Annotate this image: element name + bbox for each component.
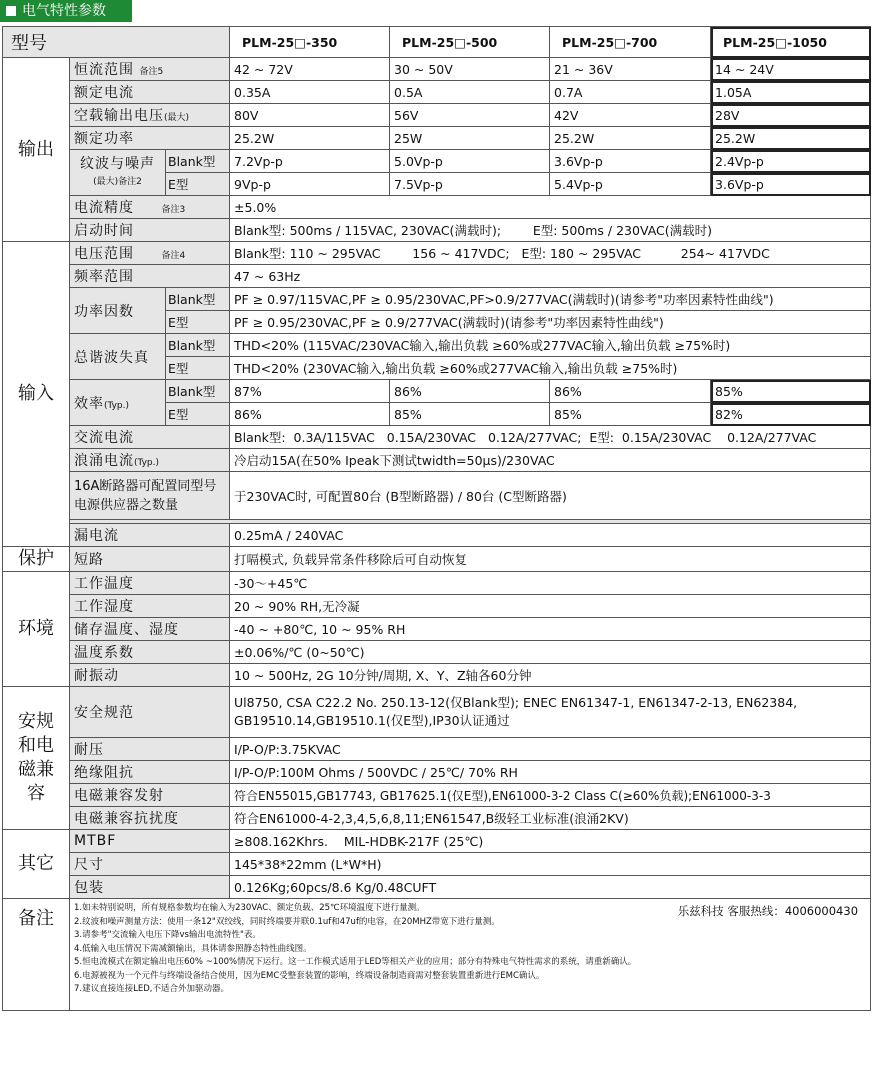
rated-power-label: 额定功率 — [70, 127, 230, 150]
temp-coefficient-row — [3, 641, 871, 664]
efficiency-blank-value: 87% — [230, 380, 390, 403]
thd-e-label: E型 — [166, 357, 230, 380]
model-name: PLM-25□-500 — [390, 27, 550, 58]
ripple-label: 纹波与噪声 — [80, 155, 155, 172]
others-section-label: 其它 — [3, 830, 70, 899]
no-load-voltage-value: 42V — [550, 104, 711, 127]
current-range-value: 21 ~ 36V — [550, 58, 711, 81]
efficiency-blank-value: 85% — [711, 380, 871, 403]
thd-label: 总谐波失真 — [70, 334, 166, 380]
rated-current-value: 0.35A — [230, 81, 390, 104]
inrush-current-row — [3, 449, 871, 472]
startup-time-row — [3, 219, 871, 242]
working-humidity-row — [3, 595, 871, 618]
note-line: 5.恒电流模式在额定输出电压60% ~100%情况下运行。这一工作模式适用于LED等相关产业的应用；部分有特殊电气特性需求的系统，请重新确认。 — [74, 957, 637, 967]
vibration-row — [3, 664, 871, 687]
startup-time-label: 启动时间 — [70, 219, 230, 242]
rated-power-value: 25.2W — [711, 127, 871, 150]
pf-e-value: PF ≥ 0.95/230VAC,PF ≥ 0.9/277VAC(满载时)(请参考"功率因素特性曲线") — [230, 311, 871, 334]
temp-coefficient-value: ±0.06%/℃ (0~50℃) — [230, 641, 871, 664]
emc-emission-value: 符合EN55015,GB17743, GB17625.1(仅E型),EN61000-3-2 Class C(≥60%负载);EN61000-3-3 — [230, 784, 871, 807]
ripple-blank-value: 5.0Vp-p — [390, 150, 550, 173]
efficiency-label: 效率 — [74, 395, 104, 412]
square-icon — [6, 6, 16, 16]
efficiency-e-value: 86% — [230, 403, 390, 426]
emc-immunity-label: 电磁兼容抗扰度 — [70, 807, 230, 830]
current-range-value: 14 ~ 24V — [711, 58, 871, 81]
efficiency-e-label: E型 — [166, 403, 230, 426]
no-load-voltage-value: 80V — [230, 104, 390, 127]
protection-section-label: 保护 — [3, 547, 70, 572]
safety-standards-value: Ul8750, CSA C22.2 No. 250.13-12(仅Blank型); ENEC EN61347-1, EN61347-2-13, EN62384, GB19510.14,GB19510.1(仅E型),IP30认证通过 — [230, 687, 871, 738]
spec-table — [2, 26, 871, 1011]
current-accuracy-value: ±5.0% — [230, 196, 871, 219]
efficiency-blank-value: 86% — [550, 380, 711, 403]
section-header-title: 电气特性参数 — [22, 3, 106, 19]
thd-blank-label: Blank型 — [166, 334, 230, 357]
storage-label: 储存温度、湿度 — [70, 618, 230, 641]
emc-emission-row — [3, 784, 871, 807]
note-line: 7.建议直接连接LED,不适合外加驱动器。 — [74, 984, 229, 994]
short-circuit-row — [3, 547, 871, 572]
efficiency-e-value: 85% — [390, 403, 550, 426]
packing-label: 包装 — [70, 876, 230, 899]
current-accuracy-note: 备注3 — [161, 205, 186, 215]
breaker-label: 16A断路器可配置同型号电源供应器之数量 — [70, 472, 230, 520]
rated-current-label: 额定电流 — [70, 81, 230, 104]
mtbf-row — [3, 830, 871, 853]
ripple-e-label: E型 — [166, 173, 230, 196]
no-load-voltage-row — [3, 104, 871, 127]
isolation-label: 绝缘阻抗 — [70, 761, 230, 784]
short-circuit-value: 打嗝模式, 负载异常条件移除后可自动恢复 — [230, 547, 871, 572]
current-range-value: 30 ~ 50V — [390, 58, 550, 81]
pf-blank-value: PF ≥ 0.97/115VAC,PF ≥ 0.95/230VAC,PF>0.9/277VAC(满载时)(请参考"功率因素特性曲线") — [230, 288, 871, 311]
current-range-label: 恒流范围 — [74, 62, 134, 78]
current-range-note: 备注5 — [139, 67, 164, 77]
model-name: PLM-25□-700 — [550, 27, 711, 58]
model-name: PLM-25□-1050 — [711, 27, 871, 58]
ripple-blank-value: 2.4Vp-p — [711, 150, 871, 173]
thd-e-value: THD<20% (230VAC输入,输出负载 ≥60%或277VAC输入,输出负载 ≥75%时) — [230, 357, 871, 380]
breaker-row — [3, 472, 871, 520]
note-line: 2.纹波和噪声测量方法：使用一条12"双绞线，同时终端要并联0.1uf和47uf的电容，在20MHZ带宽下进行量测。 — [74, 916, 500, 927]
note-line: 4.低输入电压情况下需减额输出，具体请参照静态特性曲线图。 — [74, 943, 312, 954]
inrush-current-value: 冷启动15A(在50% Ipeak下测试twidth=50μs)/230VAC — [230, 449, 871, 472]
frequency-range-label: 频率范围 — [70, 265, 230, 288]
frequency-range-row — [3, 265, 871, 288]
model-label: 型号 — [3, 27, 230, 58]
startup-time-value: Blank型: 500ms / 115VAC, 230VAC(满载时); E型: 500ms / 230VAC(满载时) — [230, 219, 871, 242]
no-load-voltage-value: 56V — [390, 104, 550, 127]
packing-value: 0.126Kg;60pcs/8.6 Kg/0.48CUFT — [230, 876, 871, 899]
efficiency-e-value: 82% — [711, 403, 871, 426]
no-load-voltage-label: 空载输出电压 — [74, 108, 164, 124]
size-label: 尺寸 — [70, 853, 230, 876]
working-temp-value: -30～+45℃ — [230, 572, 871, 595]
inrush-current-note: (Typ.) — [134, 458, 160, 468]
thd-blank-row — [3, 334, 871, 357]
ripple-blank-value: 7.2Vp-p — [230, 150, 390, 173]
mtbf-value: ≥808.162Khrs. MIL-HDBK-217F (25℃) — [230, 830, 871, 853]
size-row — [3, 853, 871, 876]
output-section-label: 输出 — [3, 58, 70, 242]
efficiency-e-value: 85% — [550, 403, 711, 426]
vibration-value: 10 ~ 500Hz, 2G 10分钟/周期, X、Y、Z轴各60分钟 — [230, 664, 871, 687]
pf-e-label: E型 — [166, 311, 230, 334]
rated-power-value: 25.2W — [230, 127, 390, 150]
leakage-current-value: 0.25mA / 240VAC — [230, 524, 871, 547]
current-accuracy-label: 电流精度 — [74, 200, 134, 216]
leakage-current-row — [3, 524, 871, 547]
ripple-e-value: 5.4Vp-p — [550, 173, 711, 196]
output-current-range-row — [3, 58, 871, 81]
mtbf-label: MTBF — [70, 830, 230, 853]
isolation-value: I/P-O/P:100M Ohms / 500VDC / 25℃/ 70% RH — [230, 761, 871, 784]
ripple-blank-label: Blank型 — [166, 150, 230, 173]
withstand-label: 耐压 — [70, 738, 230, 761]
withstand-row — [3, 738, 871, 761]
working-temp-label: 工作温度 — [70, 572, 230, 595]
rated-current-value: 0.7A — [550, 81, 711, 104]
model-name: PLM-25□-350 — [230, 27, 390, 58]
no-load-voltage-note: (最大) — [164, 113, 190, 123]
withstand-value: I/P-O/P:3.75KVAC — [230, 738, 871, 761]
current-range-value: 42 ~ 72V — [230, 58, 390, 81]
leakage-current-label: 漏电流 — [70, 524, 230, 547]
safety-section-label: 安规和电磁兼容 — [3, 687, 70, 830]
voltage-range-label: 电压范围 — [74, 246, 134, 262]
ripple-blank-value: 3.6Vp-p — [550, 150, 711, 173]
hotline-text: 乐兹科技 客服热线：4006000430 — [677, 904, 859, 918]
thd-blank-value: THD<20% (115VAC/230VAC输入,输出负载 ≥60%或277VAC输入,输出负载 ≥75%时) — [230, 334, 871, 357]
packing-row — [3, 876, 871, 899]
breaker-value: 于230VAC时, 可配置80台 (B型断路器) / 80台 (C型断路器) — [230, 472, 871, 520]
ac-current-row — [3, 426, 871, 449]
working-temp-row — [3, 572, 871, 595]
emc-immunity-row — [3, 807, 871, 830]
ripple-e-value: 3.6Vp-p — [711, 173, 871, 196]
ac-current-label: 交流电流 — [70, 426, 230, 449]
inrush-current-label: 浪涌电流 — [74, 453, 134, 469]
ac-current-value: Blank型: 0.3A/115VAC 0.15A/230VAC 0.12A/277VAC; E型: 0.15A/230VAC 0.12A/277VAC — [230, 426, 871, 449]
frequency-range-value: 47 ~ 63Hz — [230, 265, 871, 288]
notes-block — [70, 899, 871, 1011]
storage-row — [3, 618, 871, 641]
ripple-e-value: 9Vp-p — [230, 173, 390, 196]
ripple-e-value: 7.5Vp-p — [390, 173, 550, 196]
voltage-range-note: 备注4 — [161, 251, 186, 261]
emc-emission-label: 电磁兼容发射 — [70, 784, 230, 807]
working-humidity-label: 工作湿度 — [70, 595, 230, 618]
notes-section-label: 备注 — [3, 899, 70, 1011]
voltage-range-row — [3, 242, 871, 265]
note-line: 1.如未特别说明，所有规格参数均在输入为230VAC、额定负载、25℃环境温度下进行量测。 — [74, 903, 425, 913]
efficiency-blank-label: Blank型 — [166, 380, 230, 403]
note-line: 6.电源被视为一个元件与终端设备结合使用，因为EMC受整套装置的影响，终端设备制造商需对整套装置重新进行EMC确认。 — [74, 970, 545, 981]
current-accuracy-row — [3, 196, 871, 219]
voltage-range-value: Blank型: 110 ~ 295VAC 156 ~ 417VDC; E型: 180 ~ 295VAC 254~ 417VDC — [230, 242, 871, 265]
efficiency-blank-row — [3, 380, 871, 403]
no-load-voltage-value: 28V — [711, 104, 871, 127]
rated-current-row — [3, 81, 871, 104]
vibration-label: 耐振动 — [70, 664, 230, 687]
environment-section-label: 环境 — [3, 572, 70, 687]
section-header — [0, 0, 132, 22]
pf-blank-label: Blank型 — [166, 288, 230, 311]
working-humidity-value: 20 ~ 90% RH,无冷凝 — [230, 595, 871, 618]
efficiency-note: (Typ.) — [104, 400, 130, 411]
notes-row — [3, 899, 871, 1011]
rated-current-value: 0.5A — [390, 81, 550, 104]
size-value: 145*38*22mm (L*W*H) — [230, 853, 871, 876]
safety-standards-label: 安全规范 — [70, 687, 230, 738]
ripple-blank-row — [3, 150, 871, 173]
rated-power-value: 25W — [390, 127, 550, 150]
rated-current-value: 1.05A — [711, 81, 871, 104]
rated-power-row — [3, 127, 871, 150]
input-section-label: 输入 — [3, 242, 70, 547]
safety-standards-row — [3, 687, 871, 738]
rated-power-value: 25.2W — [550, 127, 711, 150]
isolation-row — [3, 761, 871, 784]
note-line: 3.请参考"交流输入电压下降vs输出电流特性"表。 — [74, 930, 261, 940]
temp-coefficient-label: 温度系数 — [70, 641, 230, 664]
efficiency-blank-value: 86% — [390, 380, 550, 403]
power-factor-label: 功率因数 — [70, 288, 166, 334]
model-row — [3, 27, 871, 58]
pf-blank-row — [3, 288, 871, 311]
emc-immunity-value: 符合EN61000-4-2,3,4,5,6,8,11;EN61547,B级轻工业标准(浪涌2KV) — [230, 807, 871, 830]
ripple-note: (最大)备注2 — [93, 176, 142, 187]
storage-value: -40 ~ +80℃, 10 ~ 95% RH — [230, 618, 871, 641]
short-circuit-label: 短路 — [70, 547, 230, 572]
